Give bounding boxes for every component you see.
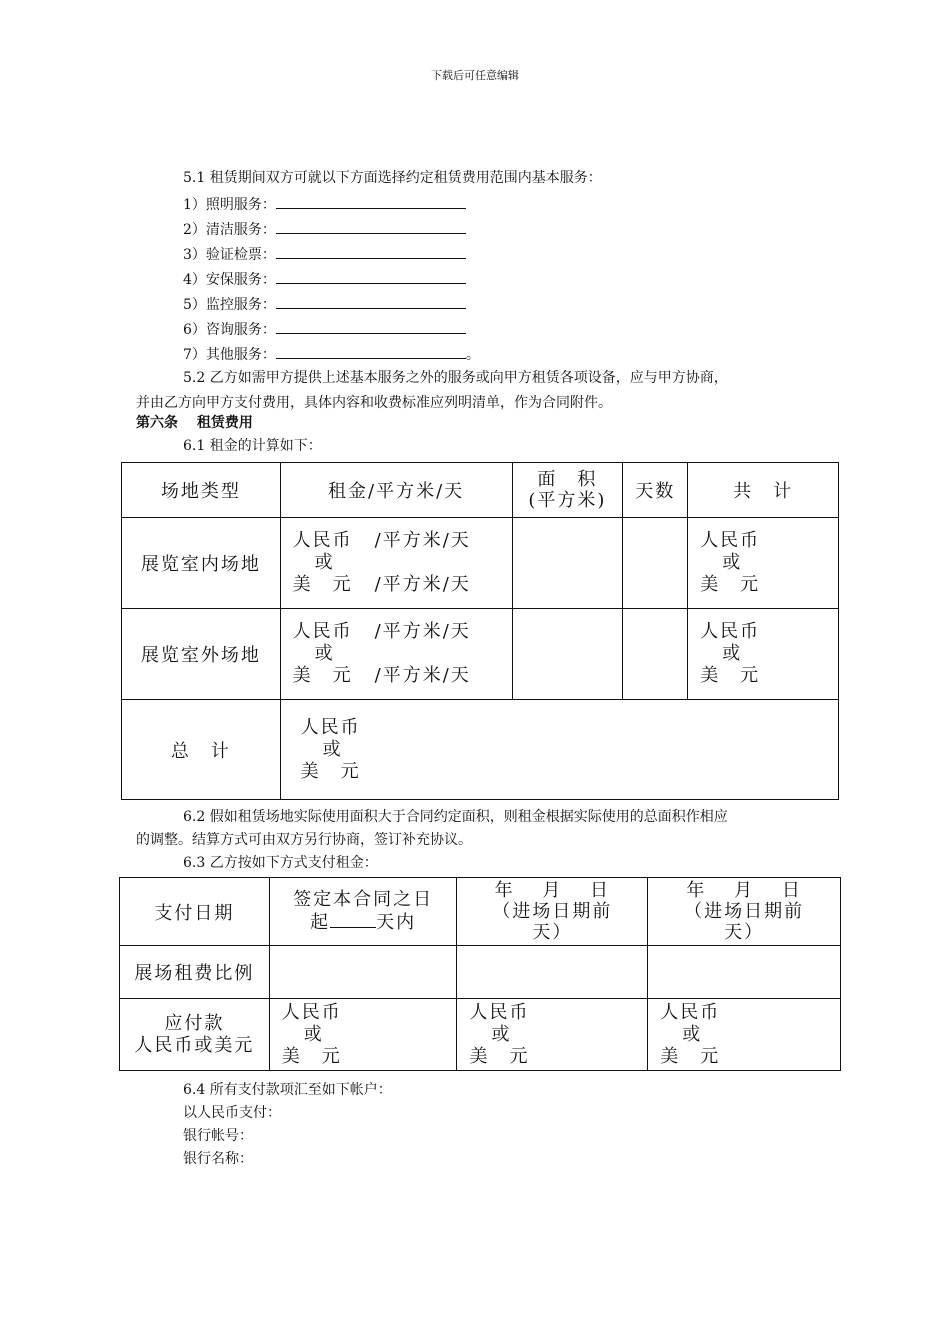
service-item: 2）清洁服务：	[183, 219, 466, 239]
th-sign-date: 签定本合同之日 起 天内	[269, 878, 457, 946]
outdoor-days-cell	[623, 609, 688, 700]
row-indoor-label: 展览室内场地	[122, 518, 281, 609]
indoor-rent-cell: 人民币 /平方米/天 或 美 元 /平方米/天	[280, 518, 512, 609]
clause-6-1: 6.1 租金的计算如下：	[183, 438, 322, 454]
indoor-total-cell: 人民币 或 美 元	[688, 518, 839, 609]
clause-6-2-line2: 的调整。结算方式可由双方另行协商，签订补充协议。	[136, 832, 472, 848]
th-date-before-2: 年 月 日 （进场日期前 天）	[648, 878, 841, 946]
service-item: 3）验证检票：	[183, 244, 466, 264]
clause-6-3: 6.3 乙方按如下方式支付租金：	[183, 855, 378, 871]
blank-line	[276, 294, 466, 309]
ratio-cell-2	[457, 946, 648, 999]
th-rent: 租金/平方米/天	[280, 463, 512, 518]
clause-5-1: 5.1 租赁期间双方可就以下方面选择约定租赁费用范围内基本服务：	[183, 170, 602, 186]
rent-table	[121, 462, 839, 800]
blank-line	[276, 219, 466, 234]
article-6-title: 第六条 租赁费用	[136, 415, 253, 431]
service-item: 6）咨询服务：	[183, 319, 466, 339]
bank-name-label: 银行名称：	[183, 1151, 253, 1167]
service-item: 5）监控服务：	[183, 294, 466, 314]
th-date-before-1: 年 月 日 （进场日期前 天）	[457, 878, 648, 946]
ratio-cell-3	[648, 946, 841, 999]
service-item: 4）安保服务：	[183, 269, 466, 289]
payable-cell-3: 人民币 或 美 元	[648, 999, 841, 1071]
payable-cell-2: 人民币 或 美 元	[457, 999, 648, 1071]
clause-5-2-line1: 5.2 乙方如需甲方提供上述基本服务之外的服务或向甲方租赁各项设备，应与甲方协商，	[183, 370, 728, 386]
indoor-area-cell	[512, 518, 623, 609]
clause-6-2-line1: 6.2 假如租赁场地实际使用面积大于合同约定面积，则租金根据实际使用的总面积作相应	[183, 809, 728, 825]
pay-rmb-label: 以人民币支付：	[183, 1105, 281, 1121]
th-venue-type: 场地类型	[122, 463, 281, 518]
outdoor-total-cell: 人民币 或 美 元	[688, 609, 839, 700]
clause-6-4: 6.4 所有支付款项汇至如下帐户：	[183, 1082, 392, 1098]
ratio-cell-1	[269, 946, 457, 999]
blank-line	[276, 344, 466, 359]
row-outdoor-label: 展览室外场地	[122, 609, 281, 700]
clause-5-2-line2: 并由乙方向甲方支付费用，具体内容和收费标准应列明清单，作为合同附件。	[136, 395, 612, 411]
service-item: 1）照明服务：	[183, 194, 466, 214]
service-item: 7）其他服务： 。	[183, 344, 480, 364]
blank-line	[276, 269, 466, 284]
blank-line	[276, 244, 466, 259]
th-days: 天数	[623, 463, 688, 518]
row-payable-label: 应付款 人民币或美元	[120, 999, 270, 1071]
payment-table	[119, 877, 841, 1071]
blank-line	[276, 319, 466, 334]
bank-account-label: 银行帐号：	[183, 1128, 253, 1144]
page-header: 下载后可任意编辑	[431, 69, 519, 82]
indoor-days-cell	[623, 518, 688, 609]
th-area: 面 积 (平方米)	[512, 463, 623, 518]
blank-line	[276, 194, 466, 209]
outdoor-rent-cell: 人民币 /平方米/天 或 美 元 /平方米/天	[280, 609, 512, 700]
row-total-label: 总 计	[122, 700, 281, 800]
outdoor-area-cell	[512, 609, 623, 700]
th-total: 共 计	[688, 463, 839, 518]
row-ratio-label: 展场租费比例	[120, 946, 270, 999]
th-pay-date: 支付日期	[120, 878, 270, 946]
grand-total-cell: 人民币 或 美 元	[280, 700, 838, 800]
payable-cell-1: 人民币 或 美 元	[269, 999, 457, 1071]
